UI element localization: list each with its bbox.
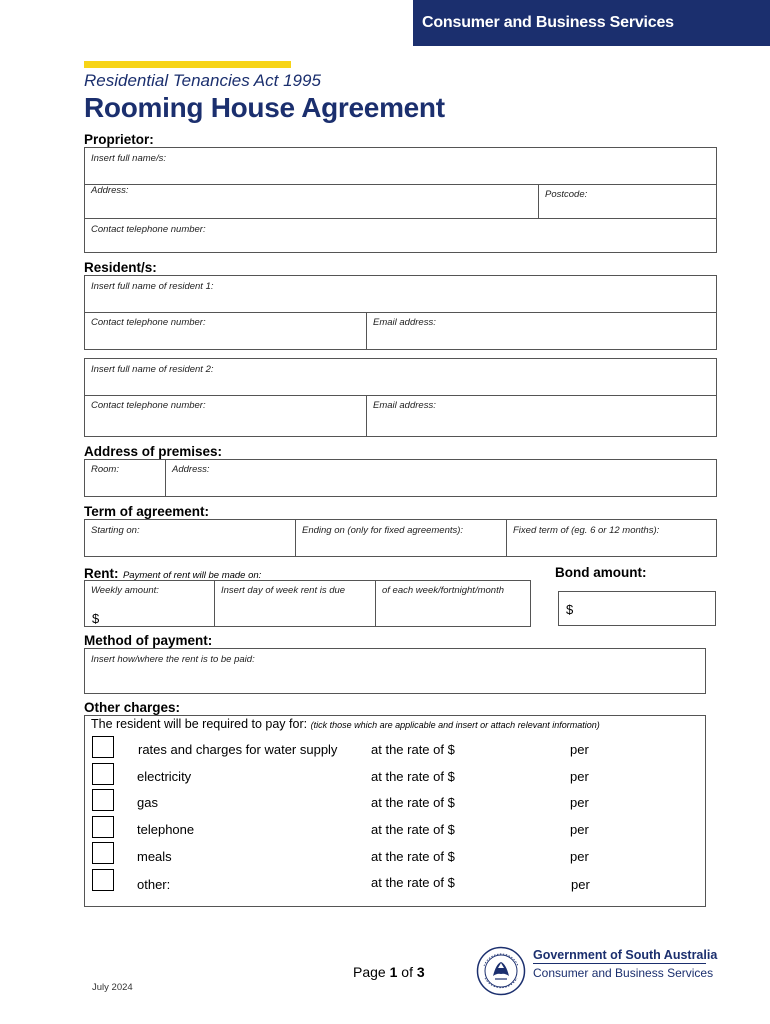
term-end-field[interactable]: Ending on (only for fixed agreements): (302, 525, 464, 536)
page-of: of (401, 964, 413, 980)
bond-heading: Bond amount: (555, 565, 647, 580)
proprietor-postcode-field[interactable]: Postcode: (545, 189, 588, 200)
divider (506, 520, 507, 556)
proprietor-heading: Proprietor: (84, 132, 154, 147)
page-total: 3 (416, 964, 425, 980)
act-title: Residential Tenancies Act 1995 (84, 71, 321, 90)
charge-per-other: per (571, 877, 590, 892)
divider (538, 184, 539, 218)
rent-day-field[interactable]: Insert day of week rent is due (221, 585, 346, 596)
resident-1-name-field[interactable]: Insert full name of resident 1: (91, 281, 214, 292)
charge-name-water: rates and charges for water supply (138, 742, 338, 757)
premises-box (84, 459, 717, 497)
gov-agency: Consumer and Business Services (533, 966, 714, 980)
rent-note: Payment of rent will be made on: (122, 570, 262, 581)
resident-1-phone-field[interactable]: Contact telephone number: (91, 317, 206, 328)
charge-rate-telephone: at the rate of $ (371, 822, 455, 837)
payment-box (84, 648, 706, 694)
term-start-field[interactable]: Starting on: (91, 525, 140, 536)
page-number (353, 964, 425, 980)
proprietor-address-field[interactable]: Address: (91, 185, 129, 196)
charge-rate-meals: at the rate of $ (371, 849, 455, 864)
header-brand-text: Consumer and Business Services (422, 14, 674, 31)
proprietor-box (84, 147, 717, 253)
rent-period-field[interactable]: of each week/fortnight/month (382, 585, 504, 596)
other-charges-heading: Other charges: (84, 700, 181, 715)
divider (366, 395, 367, 436)
resident-2-phone-field[interactable]: Contact telephone number: (91, 400, 206, 411)
page-prefix: Page (353, 964, 386, 980)
proprietor-name-field[interactable]: Insert full name/s: (91, 153, 166, 164)
payment-method-field[interactable]: Insert how/where the rent is to be paid: (91, 654, 255, 665)
checkbox-other[interactable] (92, 869, 114, 891)
charge-per-electricity: per (570, 769, 589, 784)
proprietor-phone-field[interactable]: Contact telephone number: (91, 224, 206, 235)
room-field[interactable]: Room: (91, 464, 119, 475)
charge-per-gas: per (570, 795, 589, 810)
gov-divider (533, 963, 706, 964)
premises-address-field[interactable]: Address: (172, 464, 210, 475)
charge-name-meals: meals (137, 849, 172, 864)
resident-2-name-field[interactable]: Insert full name of resident 2: (91, 364, 214, 375)
weekly-amount-field[interactable]: Weekly amount: (91, 585, 159, 596)
divider (85, 184, 716, 185)
charge-rate-electricity: at the rate of $ (371, 769, 455, 784)
charge-rate-water: at the rate of $ (371, 742, 455, 757)
payment-heading: Method of payment: (84, 633, 213, 648)
document-title: Rooming House Agreement (84, 92, 445, 123)
divider (165, 460, 166, 496)
weekly-amount-dollar: $ (92, 611, 100, 626)
charge-per-meals: per (570, 849, 589, 864)
bond-field[interactable] (558, 591, 716, 626)
charge-per-water: per (570, 742, 589, 757)
sa-crest-logo (476, 946, 526, 996)
sa-crest-icon (476, 946, 526, 996)
bond-dollar: $ (566, 602, 574, 617)
charge-per-telephone: per (570, 822, 589, 837)
divider (366, 312, 367, 349)
premises-heading: Address of premises: (84, 444, 223, 459)
charge-name-electricity: electricity (137, 769, 192, 784)
resident-2-email-field[interactable]: Email address: (373, 400, 436, 411)
checkbox-gas[interactable] (92, 789, 114, 811)
divider (85, 395, 716, 396)
divider (295, 520, 296, 556)
term-fixed-field[interactable]: Fixed term of (eg. 6 or 12 months): (513, 525, 660, 536)
term-box (84, 519, 717, 557)
divider (85, 218, 716, 219)
resident-1-email-field[interactable]: Email address: (373, 317, 436, 328)
residents-heading: Resident/s: (84, 260, 157, 275)
footer-date: July 2024 (92, 982, 133, 993)
term-heading: Term of agreement: (84, 504, 210, 519)
charge-name-telephone: telephone (137, 822, 195, 837)
other-charges-intro-row (91, 717, 600, 731)
charge-name-other: other: (137, 877, 171, 892)
other-charges-box (84, 715, 706, 907)
resident-1-box (84, 275, 717, 350)
accent-bar (84, 61, 291, 68)
charge-rate-gas: at the rate of $ (371, 795, 455, 810)
header-brand-bar (413, 0, 770, 46)
resident-2-box (84, 358, 717, 437)
charge-rate-other: at the rate of $ (371, 875, 455, 890)
rent-box (84, 580, 531, 627)
rent-heading: Rent: (84, 566, 119, 581)
other-charges-intro: The resident will be required to pay for: (91, 717, 308, 731)
charge-name-gas: gas (137, 795, 158, 810)
gov-name: Government of South Australia (533, 948, 718, 962)
divider (375, 581, 376, 626)
page-current: 1 (389, 964, 398, 980)
divider (85, 312, 716, 313)
divider (214, 581, 215, 626)
checkbox-water[interactable] (92, 736, 114, 758)
checkbox-telephone[interactable] (92, 816, 114, 838)
checkbox-electricity[interactable] (92, 763, 114, 785)
other-charges-intro-note: (tick those which are applicable and insert or attach relevant information) (310, 720, 600, 730)
checkbox-meals[interactable] (92, 842, 114, 864)
